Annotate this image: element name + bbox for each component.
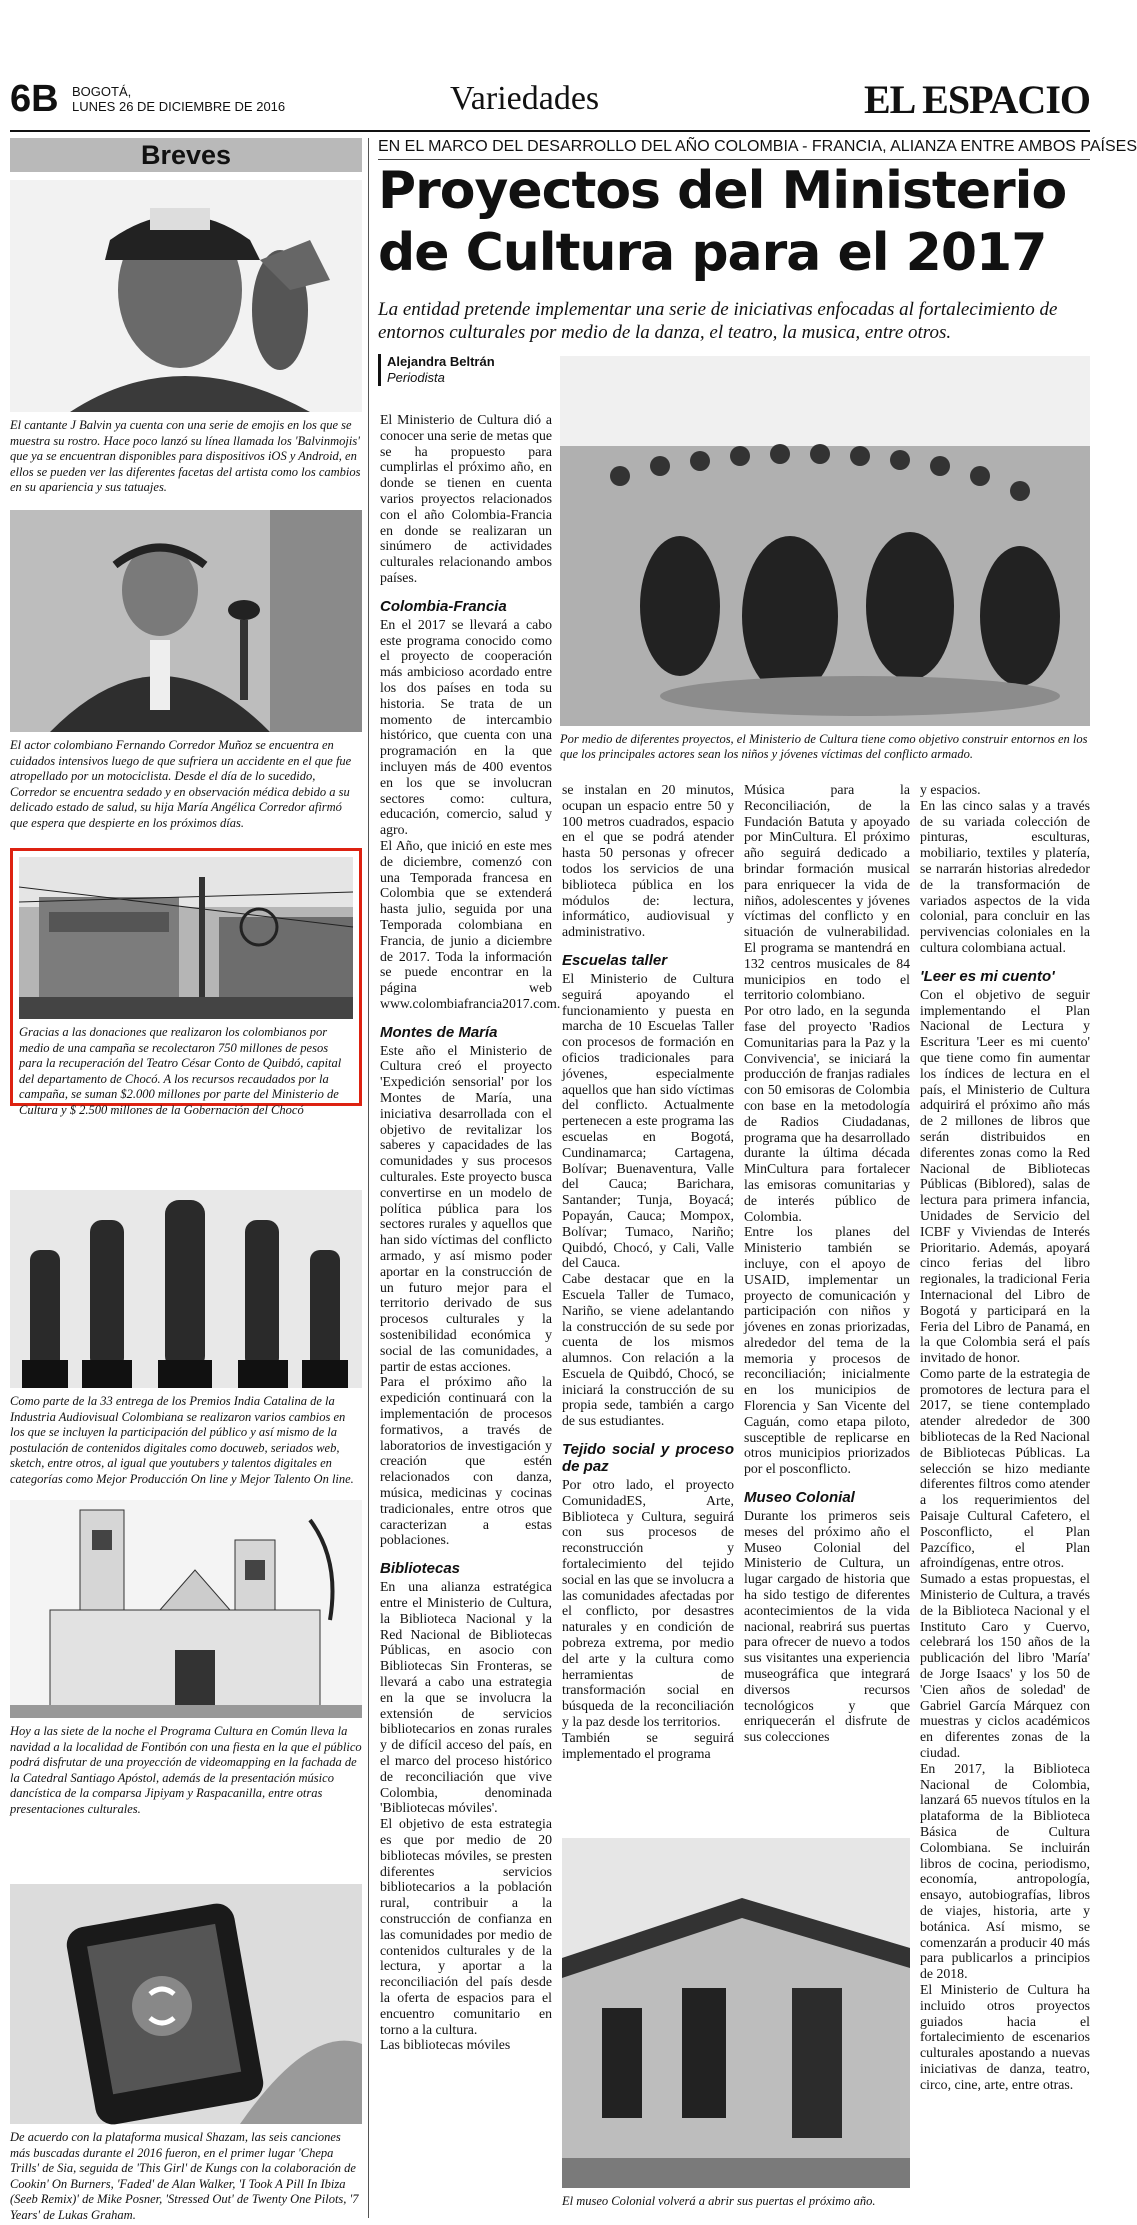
- breves-heading: Breves: [10, 138, 362, 172]
- article-paragraph: El Ministerio de Cultura seguirá apoyando el funcionamiento y puesta en marcha de 10 Escuelas Taller con procesos de formación en oficios tradicionales para jóvenes, especialmente aquellos que han sido víctimas del conflicto. Actualmente pertenecen a este programa las escuelas en Bogotá, Cundinamarca; Cartagena, Bolívar; Buenaventura, Valle del Cauca; Barichara, Santander; Tunja, Boyacá; Popayán, Cauca; Mompox, Bolívar; Tumaco, Nariño; Quibdó, Chocó, y Cali, Valle del Cauca.: [562, 970, 734, 1271]
- article-paragraph: Para el próximo año la expedición continuará con la implementación de procesos formativos, a través de laboratorios de investigación y creación que estén relacionados con danza, música, medicinas y cocinas tradicionales, entre otros que caracterizan a estas poblaciones.: [380, 1374, 552, 1548]
- masthead: [10, 72, 1090, 132]
- dateline-date: LUNES 26 DE DICIEMBRE DE 2016: [72, 99, 286, 114]
- brief-photo-cathedral: [10, 1500, 362, 1718]
- article-paragraph: Como parte de la estrategia de promotores de lectura para el 2017, se tiene contemplado atender alrededor de 300 bibliotecas de la Red Nacional de Bibliotecas Públicas. La selección se hizo mediante diferentes filtros como atender a los requerimientos del Paisaje Cultural Cafetero, el Posconflicto, el Plan Pazcífico, el Plan afroindígenas, entre otros.: [920, 1365, 1090, 1571]
- article-column-4: [920, 782, 1090, 2218]
- newspaper-logo: EL ESPACIO: [864, 77, 1090, 122]
- subhead-leer-es-mi-cuento: 'Leer es mi cuento': [920, 967, 1055, 985]
- brief-item: [10, 1190, 362, 1486]
- article-paragraph: Este año el Ministerio de Cultura creó el proyecto 'Expedición sensorial' por los Montes de María, una iniciativa desarrollada con el objetivo de revitalizar los saberes y capacidades de las comunidades y sus procesos culturales. Este proyecto busca convertirse en un modelo de política pública para los sectores rurales y aquellos que han sido víctimas del conflicto armado, y así mismo poder aportar en la construcción de un futuro mejor para el territorio derivado de sus procesos culturales y la sostenibilidad económica y social de las comunidades, a partir de estas acciones.: [380, 1042, 552, 1374]
- article-paragraph: En el 2017 se llevará a cabo este programa conocido como el proyecto de cooperación más ambicioso acordado entre los dos países en toda su historia. Se trata de un momento de intercambio histórico, que cuenta con una programación en la que incluyen más de 400 eventos en los que se involucran sectores como: cultura, educación, comercio, salud y agro.: [380, 616, 552, 838]
- article-paragraph: Cabe destacar que en la Escuela Taller de Tumaco, Nariño, se viene adelantando la construcción de su sede por cuenta de los mismos alumnos. Con relación a la Escuela de Quibdó, Chocó, se iniciará la construcción de su propia sede, también a cargo de sus estudiantes.: [562, 1271, 734, 1429]
- article-paragraph: Por otro lado, el proyecto ComunidadES, Arte, Biblioteca y Cultura, seguirá con sus procesos de reconstrucción y fortalecimiento del tejido social en las que se involucra a las comunidades afectadas por el conflicto, por desastres naturales y en condición de pobreza extrema, por medio del arte y la cultura como herramientas de transformación social en búsqueda de la reconciliación y la paz desde los territorios.: [562, 1477, 734, 1730]
- article-column-1: [380, 412, 561, 2218]
- article-paragraph: En 2017, la Biblioteca Nacional de Colombia, lanzará 65 nuevos títulos en la plataforma de la Biblioteca Básica de Cultura Colombiana. Se incluirán libros de cocina, periodismo, economía, antropología, ensayo, autobiografías, libros de viajes, historia, arte y botánica. Así mismo, se comenzarán a producir 40 más para publicarlos a principios de 2018.: [920, 1760, 1090, 1982]
- brief-item: [10, 1884, 362, 2222]
- article-paragraph: y espacios.: [920, 782, 981, 797]
- brief-photo-actor: [10, 510, 362, 732]
- brief-caption: De acuerdo con la plataforma musical Shazam, las seis canciones más buscadas durante el 2016 fueron, en el primer lugar 'Chepa Trills' de Sia, seguida de 'This Girl' de Kungs con la colaboración de Cookin' On Burners, 'Faded' de Alan Walker, 'I Took A Pill In Ibiza (Seeb Remix)' de Mike Posner, 'Stressed Out' de Twenty One Pilots, '7 Years' de Lukas Graham.: [10, 2130, 359, 2222]
- brief-item: [10, 1500, 362, 1816]
- dateline: [72, 84, 285, 114]
- article-paragraph: Sumado a estas propuestas, el Ministerio de Cultura, a través de la Biblioteca Nacional y el Instituto Caro y Cuervo, celebrará los 150 años de la publicación del libro 'María' de Jorge Isaacs' y los 50 de 'Cien años de soledad' de Gabriel García Márquez con muestras y ciclos académicos en diferentes zonas de la ciudad.: [920, 1571, 1090, 1761]
- subhead-montes-de-maria: Montes de María: [380, 1023, 498, 1041]
- byline: [378, 354, 548, 386]
- page-number: 6B: [10, 78, 59, 120]
- brief-photo-singer: [10, 180, 362, 412]
- author-name: Alejandra Beltrán: [387, 354, 495, 369]
- article-paragraph: Las bibliotecas móviles: [380, 2037, 511, 2053]
- article-paragraph: Por otro lado, en la segunda fase del proyecto 'Radios Comunitarias para la Paz y la Convivencia', se iniciará la producción de franjas radiales con 50 emisoras de Colombia con base en la metodología de Radios Ciudadanas, programa que ha desarrollado durante la última década MinCultura para fortalecer las emisoras comunitarias y de interés público de Colombia.: [744, 1003, 910, 1224]
- article-paragraph: Durante los primeros seis meses del próximo año el Museo Colonial del Ministerio de Cultura, un lugar cargado de historia que ha sido testigo de diferentes acontecimientos de la vida nacional, reabrirá sus puertas para ofrecer de nuevo a todos sus visitantes una experiencia museográfica que integrará diversos recursos tecnológicos y que enriquecerán el disfrute de sus colecciones: [744, 1508, 910, 1745]
- article-paragraph: El Ministerio de Cultura dió a conocer una serie de metas que se ha propuesto para cumplirlas el próximo año, en donde se tienen en cuenta varios proyectos relacionados con el año Colombia-Francia en donde se realizaran un sinúmero de actividades culturales relacionando ambos países.: [380, 412, 552, 585]
- article-paragraph: También se seguirá implementado el programa: [562, 1729, 734, 1761]
- article-column-3: [744, 782, 910, 1832]
- author-role: Periodista: [387, 370, 445, 385]
- article-photo-dancers: [560, 356, 1090, 726]
- brief-photo-phone: [10, 1884, 362, 2124]
- brief-item-highlighted: [10, 848, 362, 1117]
- brief-caption: El actor colombiano Fernando Corredor Muñoz se encuentra en cuidados intensivos luego de que sufriera un accidente en el que fue atropellado por un motociclista. Desde el día de lo sucedido, Corredor se encuentra sedado y en observación médica debido a su delicado estado de salud, su hija María Angélica Corredor afirmó que espera que despierte en los próximos días.: [10, 738, 352, 830]
- subhead-escuelas-taller: Escuelas taller: [562, 951, 668, 969]
- brief-caption: Hoy a las siete de la noche el Programa Cultura en Común lleva la navidad a la localidad de Fontibón con una fiesta en la que el público podrá disfrutar de una proyección de videomapping en la fachada de la Catedral Santiago Apóstol, además de la presentación músico dancística de la comparsa Jipiyam y Raspacanilla, entre otras presentaciones culturales.: [10, 1724, 362, 1816]
- article-paragraph: En las cinco salas y a través de su variada colección de pinturas, esculturas, mobiliario, textiles y platería, se narrarán historias alrededor de la transformación de variados aspectos de la vida colonial, para concluir en las pervivencias coloniales en la cultura colombiana actual.: [920, 797, 1090, 955]
- museum-photo-caption: El museo Colonial volverá a abrir sus puertas el próximo año.: [562, 2194, 876, 2208]
- article-photo-caption: Por medio de diferentes proyectos, el Ministerio de Cultura tiene como objetivo construir entornos en los que los principales actores sean los niños y jóvenes víctimas del conflicto armado.: [560, 732, 1088, 761]
- subhead-tejido-social: Tejido social y proceso de paz: [562, 1441, 734, 1476]
- brief-caption: Gracias a las donaciones que realizaron los colombianos por medio de una campaña se recolectaron 750 millones de pesos para la recuperación del Teatro César Conto de Quibdó, capital del departamento de Chocó. A los recursos recaudados por la campaña, se suman $2.000 millones por parte del Ministerio de Cultura y $ 2.500 millones de la Gobernación del Chocó: [19, 1025, 342, 1117]
- column-divider: [368, 138, 369, 2218]
- breves-column: [10, 138, 362, 2222]
- article-kicker: EN EL MARCO DEL DESARROLLO DEL AÑO COLOMBIA - FRANCIA, ALIANZA ENTRE AMBOS PAÍSES: [378, 138, 1090, 160]
- brief-caption: Como parte de la 33 entrega de los Premios India Catalina de la Industria Audiovisual Colombiana se realizaron varios cambios en los que se incluyen la participación del público y así mismo de la postulación de contenidos digitales como docuweb, seriados web, sketch, entre otros, al igual que youtubers y talentos digitales en categorías como Mejor Producción On line y Mejor Talento On line.: [10, 1394, 354, 1486]
- article-paragraph: El objetivo de esta estrategia es que por medio de 20 bibliotecas móviles, se presten diferentes servicios bibliotecarios a la población rural, contribuir a la construcción de confianza en las comunidades por medio de contenidos culturales y de la lectura, y aportar a la reconciliación del país desde la oferta de espacios para el encuentro comunitario en torno a la cultura.: [380, 1816, 552, 2037]
- article-paragraph: Música para la Reconciliación, de la Fundación Batuta y apoyado por MinCultura. El próximo año seguirá dedicado a brindar formación musical para enriquecer la vida de niños, adolescentes y jóvenes víctimas del conflicto y en situación de vulnerabilidad. El programa se mantendrá en 132 centros musicales de 84 municipios en todo el territorio colombiano.: [744, 782, 910, 1003]
- subhead-bibliotecas: Bibliotecas: [380, 1560, 461, 1578]
- brief-photo-theater: [19, 857, 353, 1019]
- dateline-city: BOGOTÁ,: [72, 84, 132, 99]
- brief-item: [10, 510, 362, 830]
- article-deck: La entidad pretende implementar una serie de iniciativas enfocadas al fortalecimiento de entornos culturales por medio de la danza, el teatro, la musica, entre otros.: [378, 299, 1058, 343]
- article-paragraph: se instalan en 20 minutos, ocupan un espacio entre 50 y 100 metros cuadrados, espacio en el que se podrá atender hasta 50 personas y ofrecer todos los servicios de una biblioteca pública en los módulos de: lectura, informático, audiovisual y administrativo.: [562, 782, 734, 940]
- brief-item: [10, 180, 362, 494]
- section-name: Variedades: [450, 80, 600, 117]
- article-photo-museum: [562, 1838, 910, 2188]
- article-paragraph: El Año, que inició en este mes de diciembre, comenzó con una Temporada francesa en Colombia que se extenderá hasta julio, seguida por una Temporada colombiana en Francia, de junio a diciembre de 2017. Toda la información se puede encontrar en la página web www.colombiafrancia2017.com.: [380, 837, 561, 1011]
- subhead-colombia-francia: Colombia-Francia: [380, 597, 507, 615]
- subhead-museo-colonial: Museo Colonial: [744, 1489, 855, 1507]
- article-paragraph: Entre los planes del Ministerio también se incluye, con el apoyo de USAID, implementar un proyecto de comunicación y participación con niños y jóvenes en zonas priorizadas, alrededor del tema de la memoria y procesos de reconciliación; inicialmente en los municipios de Florencia y San Vicente del Caguán, como etapa piloto, susceptible de replicarse en otros municipios priorizados por el posconflicto.: [744, 1224, 910, 1477]
- article-paragraph: Con el objetivo de seguir implementando el Plan Nacional de Lectura y Escritura 'Leer es mi cuento' que tiene como fin aumentar los índices de lectura en el país, el Ministerio de Cultura adquirirá el próximo año más de 2 millones de libros que serán distribuidos en diferentes zonas como la Red Nacional de Bibliotecas Públicas (Biblored), salas de lectura para primera infancia, Unidades de Servicio del ICBF y Viviendas de Interés Prioritario. Además, apoyará cinco ferias del libro regionales, la tradicional Feria Internacional del Libro de Bogotá y participará en la Feria del Libro de Panamá, en la que Colombia será el país invitado de honor.: [920, 986, 1090, 1366]
- article-headline: Proyectos del Ministerio de Cultura para el 2017: [378, 161, 1067, 283]
- article-paragraph: El Ministerio de Cultura ha incluido otros proyectos guiados hacia el fortalecimiento de escenarios culturales apostando a nuevas iniciativas de danza, teatro, circo, cine, arte, entre otras.: [920, 1981, 1090, 2092]
- article-paragraph: En una alianza estratégica entre el Ministerio de Cultura, la Biblioteca Nacional y la Red Nacional de Bibliotecas Públicas, en asocio con Bibliotecas Sin Fronteras, se llevará a cabo una estrategia en la que se involucra la extensión de servicios bibliotecarios en zonas rurales y de difícil acceso del país, en el marco del proceso histórico de reconciliación que vive Colombia, denominada 'Bibliotecas móviles'.: [380, 1579, 552, 1816]
- brief-photo-awards: [10, 1190, 362, 1388]
- brief-caption: El cantante J Balvin ya cuenta con una serie de emojis en los que se muestra su rostro. Hace poco lanzó su línea llamada los 'Balvinmojis' que ya se encuentran disponibles para dispositivos iOS y Android, en ellos se pueden ver las diferentes facetas del artista como los cambios en su apariencia y sus tatuajes.: [10, 418, 361, 494]
